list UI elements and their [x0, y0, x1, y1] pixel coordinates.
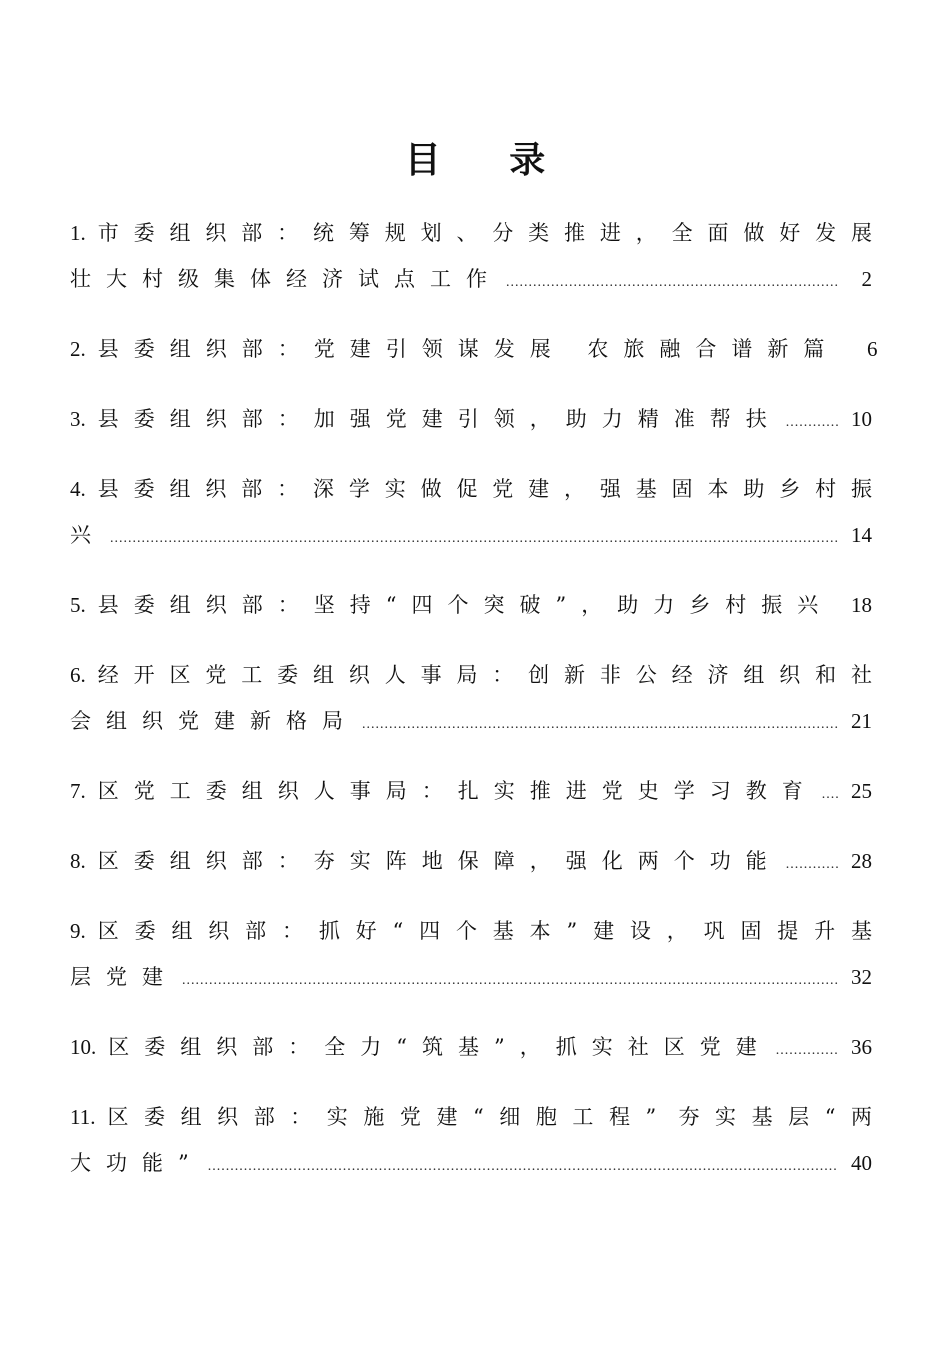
leader-dots: [786, 842, 838, 888]
entry-title: 区党工委组织人事局：扎实推进党史学习教育: [97, 779, 818, 803]
entry-title: 区委组织部：抓好“四个基本”建设，巩固提升基: [97, 919, 872, 943]
toc-line: [70, 908, 872, 954]
entry-title: 区委组织部：夯实阵地保障，强化两个功能: [97, 849, 782, 873]
toc-entry-11[interactable]: [70, 1094, 872, 1186]
entry-page-number: 10: [851, 407, 872, 431]
entry-page-number: 18: [851, 593, 872, 617]
toc-title: 目 录: [404, 140, 574, 181]
entry-page-number: 28: [851, 849, 872, 873]
toc-line: [70, 256, 872, 302]
entry-number: 5.: [70, 593, 86, 617]
leader-dots: [786, 400, 838, 446]
toc-line: [70, 582, 872, 628]
entry-number: 11.: [70, 1105, 96, 1129]
toc-line: [70, 1024, 872, 1070]
toc-line: [70, 652, 872, 698]
entry-number: 7.: [70, 779, 86, 803]
toc-line: [70, 512, 872, 558]
leader-dots: [837, 586, 838, 632]
entry-title-cont: 兴: [70, 523, 106, 547]
toc-entry-9[interactable]: [70, 908, 872, 1000]
toc-line: [70, 1094, 872, 1140]
entry-number: 4.: [70, 477, 86, 501]
entry-number: 9.: [70, 919, 86, 943]
entry-number: 1.: [70, 221, 86, 245]
toc-entry-2[interactable]: [70, 326, 878, 372]
entry-title-cont: 层党建: [70, 965, 178, 989]
entry-number: 10.: [70, 1035, 97, 1059]
toc-entry-5[interactable]: [70, 582, 872, 628]
entry-number: 6.: [70, 663, 86, 687]
toc-entry-4[interactable]: [70, 466, 872, 558]
entry-title-cont: 会组织党建新格局: [70, 709, 358, 733]
toc-line: [70, 838, 872, 884]
entry-title-cont: 大功能”: [70, 1151, 204, 1175]
toc-entry-6[interactable]: [70, 652, 872, 744]
toc-line: [70, 210, 872, 256]
entry-page-number: 21: [851, 709, 872, 733]
toc-line: [70, 326, 878, 372]
entry-page-number: 14: [851, 523, 872, 547]
leader-dots: [208, 1144, 838, 1190]
toc-entry-8[interactable]: [70, 838, 872, 884]
entry-number: 2.: [70, 337, 86, 361]
leader-dots: [822, 772, 838, 818]
toc-list: [70, 210, 878, 1210]
leader-dots: [362, 702, 838, 748]
toc-line: [70, 466, 872, 512]
toc-line: [70, 698, 872, 744]
entry-number: 3.: [70, 407, 86, 431]
entry-title-cont: 壮大村级集体经济试点工作: [70, 267, 502, 291]
entry-title: 县委组织部：深学实做促党建，强基固本助乡村振: [97, 477, 872, 501]
entry-title: 区委组织部：全力“筑基”，抓实社区党建: [108, 1035, 772, 1059]
entry-page-number: 25: [851, 779, 872, 803]
leader-dots: [776, 1028, 838, 1074]
entry-title: 区委组织部：实施党建“细胞工程” 夯实基层“两: [107, 1105, 872, 1129]
toc-entry-7[interactable]: [70, 768, 872, 814]
toc-line: [70, 768, 872, 814]
leader-dots: [110, 516, 838, 562]
toc-entry-10[interactable]: [70, 1024, 872, 1070]
entry-title: 市委组织部：统筹规划、分类推进，全面做好发展: [97, 221, 872, 245]
toc-line: [70, 396, 872, 442]
leader-dots: [506, 260, 838, 306]
toc-entry-3[interactable]: [70, 396, 872, 442]
entry-page-number: 6: [866, 337, 878, 361]
toc-entry-1[interactable]: [70, 210, 872, 302]
entry-page-number: 36: [851, 1035, 872, 1059]
toc-line: [70, 954, 872, 1000]
entry-title: 县委组织部：党建引领谋发展 农旅融合谱新篇: [97, 337, 840, 361]
toc-line: [70, 1140, 872, 1186]
entry-page-number: 40: [851, 1151, 872, 1175]
entry-page-number: 2: [861, 267, 872, 291]
entry-number: 8.: [70, 849, 86, 873]
entry-title: 经开区党工委组织人事局：创新非公经济组织和社: [97, 663, 872, 687]
entry-page-number: 32: [851, 965, 872, 989]
entry-title: 县委组织部：加强党建引领，助力精准帮扶: [97, 407, 782, 431]
entry-title: 县委组织部：坚持“四个突破”，助力乡村振兴: [97, 593, 834, 617]
leader-dots: [182, 958, 838, 1004]
